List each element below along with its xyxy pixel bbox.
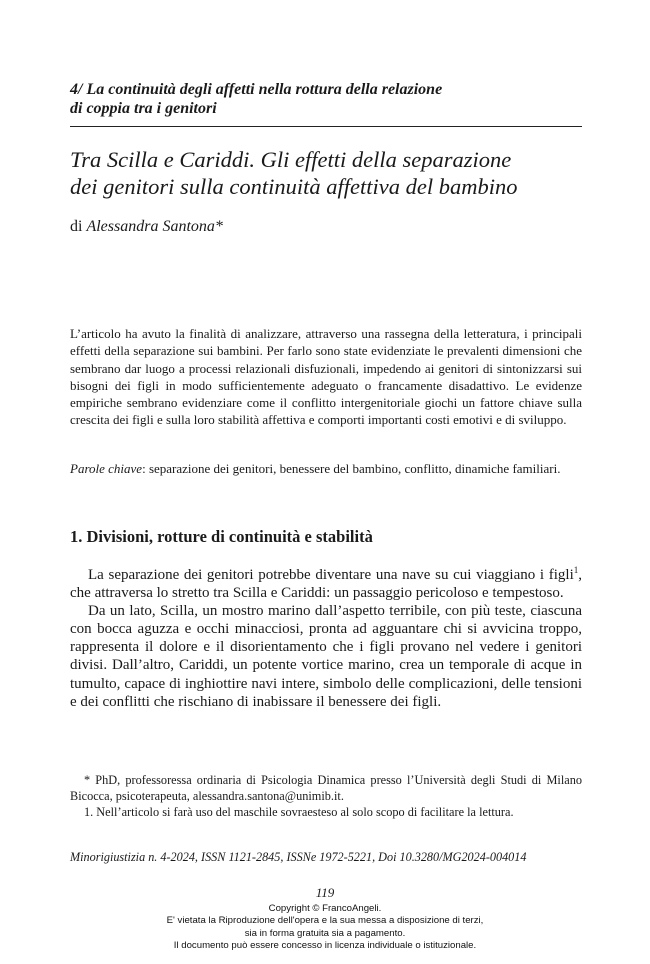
copyright-line-3: sia in forma gratuita sia a pagamento. bbox=[244, 927, 406, 939]
author-footnote: * PhD, professoressa ordinaria di Psicologia Dinamica presso l’Università degli Studi di Milano Bicocca, psicoterapeuta, alessandra.santona@unimib.it. bbox=[70, 773, 582, 803]
keywords-label: Parole chiave bbox=[70, 461, 143, 476]
copyright-line-2: E' vietata la Riproduzione dell'opera e la sua messa a disposizione di terzi, bbox=[166, 915, 484, 927]
section-heading-line-2: di coppia tra i genitori bbox=[70, 100, 217, 117]
copyright-line-1: Copyright © FrancoAngeli. bbox=[268, 903, 382, 914]
article-title-line-1: Tra Scilla e Cariddi. Gli effetti della separazione bbox=[70, 147, 512, 172]
section-heading bbox=[70, 80, 590, 118]
copyright-line-4: Il documento può essere concesso in licenza individuale o istituzionale. bbox=[173, 939, 477, 951]
byline bbox=[70, 218, 223, 236]
footnote-1: 1. Nell’articolo si farà uso del maschile sovraesteso al solo scopo di facilitare la lettura. bbox=[84, 805, 514, 819]
section-heading-line-1: 4/ La continuità degli affetti nella rottura della relazione bbox=[70, 81, 443, 98]
article-title bbox=[70, 146, 600, 200]
abstract: L’articolo ha avuto la finalità di analizzare, attraverso una rassegna della letteratura, i principali effetti della separazione sui bambini. Per farlo sono state evidenziate le prevalenti dimensioni che sembrano dar luogo a processi relazionali disfuzionali, impedendo ai genitori di sintonizzarsi sui bisogni dei figli in modo sufficientemente adeguato o francamente disadattivo. Le evidenze empiriche sembrano evidenziare come il conflitto intergenitoriale giochi un fattore chiave sulla crescita dei figli e sulla loro stabilità affettiva e comporti importanti costi emotivi e di sviluppo. bbox=[70, 326, 582, 428]
section-1-body bbox=[70, 566, 582, 711]
footnote-ref-1: 1 bbox=[573, 565, 579, 575]
page-number: 119 bbox=[315, 885, 335, 900]
article-title-line-2: dei genitori sulla continuità affettiva del bambino bbox=[70, 174, 518, 199]
keywords bbox=[70, 460, 582, 477]
paragraph-1-text: La separazione dei genitori potrebbe diventare una nave su cui viaggiano i figli bbox=[88, 567, 574, 583]
journal-citation: Minorigiustizia n. 4-2024, ISSN 1121-2845, ISSNe 1972-5221, Doi 10.3280/MG2024-004014 bbox=[70, 850, 527, 864]
heading-divider bbox=[70, 126, 582, 127]
paragraph-1 bbox=[70, 566, 582, 602]
byline-prefix: di bbox=[70, 218, 87, 235]
paragraph-1-continuation: , che attraversa lo stretto tra Scilla e Cariddi: un passaggio pericoloso e tempestoso. bbox=[70, 567, 582, 602]
keywords-text: : separazione dei genitori, benessere del bambino, conflitto, dinamiche familiari. bbox=[142, 461, 561, 476]
author-name: Alessandra Santona* bbox=[86, 218, 223, 235]
paragraph-2: Da un lato, Scilla, un mostro marino dall’aspetto terribile, con più teste, ciascuna con bocca aguzza e occhi minacciosi, pronta ad agguantare chi si avvicina troppo, rappresenta il dolore e il disorientamento che i figli provano nel vedere i genitori divisi. Dall’altro, Cariddi, un potente vortice marino, crea un temporale di acque in tumulto, capace di inghiottire navi intere, simbolo delle complicazioni, delle tensioni e dei conflitti che rischiano di inabissare il benessere dei figli. bbox=[70, 603, 582, 710]
copyright-notice bbox=[0, 903, 650, 952]
footnotes bbox=[70, 772, 582, 820]
section-1-heading: 1. Divisioni, rotture di continuità e stabilità bbox=[70, 527, 373, 546]
